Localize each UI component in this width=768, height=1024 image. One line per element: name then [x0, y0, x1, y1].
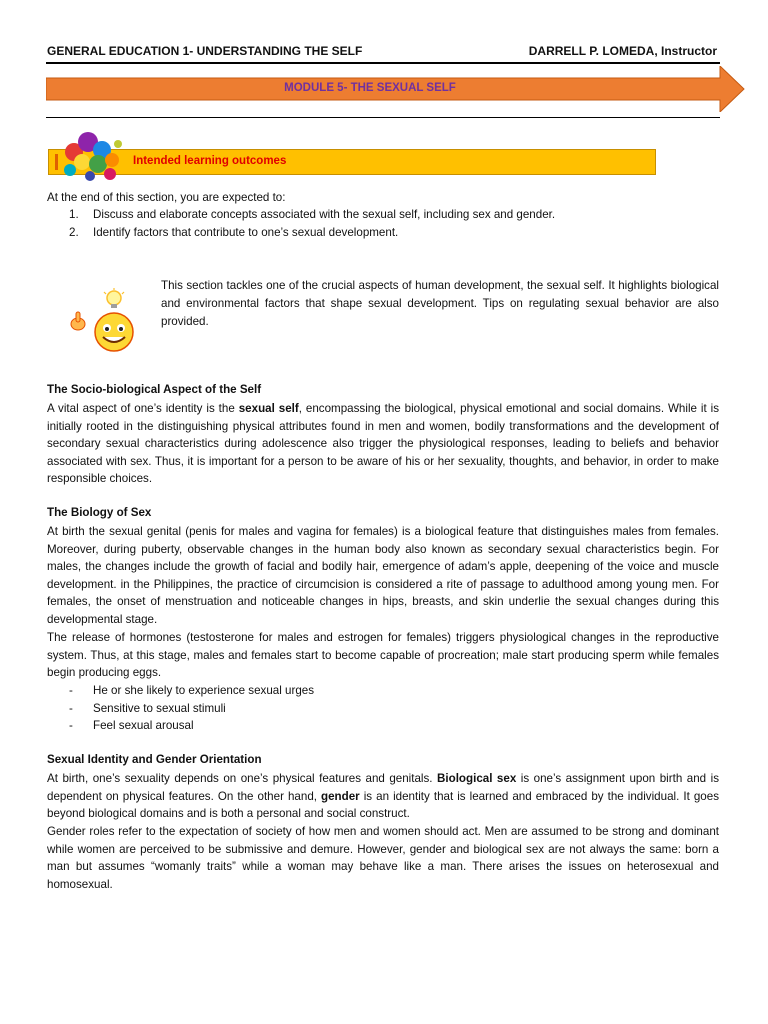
course-title: GENERAL EDUCATION 1- UNDERSTANDING THE SELF: [47, 44, 363, 58]
list-item: 2. Identify factors that contribute to one’s sexual development.: [69, 225, 399, 239]
balloons-icon: [60, 130, 126, 186]
identity-paragraph-1: At birth, one’s sexuality depends on one’s physical features and genitals. Biological sex is one’s assignment upon birth and is dependent on physical features. On the other hand, gender is an identity that is learned and embraced by the individual. It goes beyond biological domains and is both a personal and social construct.: [47, 772, 720, 821]
identity-heading: Sexual Identity and Gender Orientation: [47, 753, 262, 766]
list-item: 1. Discuss and elaborate concepts associated with the sexual self, including sex and gender.: [69, 208, 556, 221]
instructor-name: DARRELL P. LOMEDA, Instructor: [528, 44, 717, 58]
section-intro: This section tackles one of the crucial aspects of human development, the sexual self. It highlights biological and environmental factors that shape sexual development. Tips on regulating sexual behavior are also provided.: [161, 279, 719, 328]
header-divider: [46, 62, 720, 64]
biology-bullets: [47, 682, 717, 735]
identity-paragraph-2: Gender roles refer to the expectation of society of how men and women should act. Men are assumed to be strong and dominant while women are perceived to be submissive and demure. However, gender and biological sex are not always the same: born a man but assumes “womanly traits” while a woman may behave like a man. There arises the issues on heterosexual and homosexual.: [47, 825, 719, 891]
list-item: - He or she likely to experience sexual urges: [69, 684, 315, 697]
socio-heading: The Socio-biological Aspect of the Self: [47, 383, 262, 396]
module-divider: [46, 117, 720, 118]
ilo-intro: At the end of this section, you are expected to:: [47, 191, 286, 204]
biology-heading: The Biology of Sex: [47, 506, 152, 519]
biology-paragraph-1: At birth the sexual genital (penis for males and vagina for females) is a biological feature that distinguishes males from females. Moreover, during puberty, observable changes in the human body also known as secondary sexual characteristics begin. For males, the changes include the growth of facial and bodily hair, emergence of adam’s apple, deepening of the voice and muscle development. in the Philippines, the practice of circumcision is considered a rite of passage to adulthood among young men. For females, the onset of menstruation and noticeable changes in hips, breasts, and skin underlie the sexual changes during this developmental stage.: [47, 525, 719, 626]
biology-paragraph-2: The release of hormones (testosterone for males and estrogen for females) triggers physiological changes in the reproductive system. Thus, at this stage, males and females start to become capable of procreation; male start producing sperm while females begin producing eggs.: [47, 631, 719, 680]
list-item: - Sensitive to sexual stimuli: [69, 701, 226, 715]
module-title: MODULE 5- THE SEXUAL SELF: [284, 82, 456, 94]
smiley-lightbulb-icon: [68, 288, 138, 354]
list-item: - Feel sexual arousal: [69, 719, 194, 733]
outcomes-list: [47, 206, 717, 241]
socio-paragraph: A vital aspect of one’s identity is the sexual self, encompassing the biological, physical emotional and social domains. While it is initially rooted in the distinguishing physical attributes found in men and women, bodily transformations and the development of secondary sexual characteristics during adolescence also trigger the physiological responses, leading to beliefs and behavior associated with sex. Thus, it is important for a person to be aware of his or her sexuality, thoughts, and behavior, in order to make responsible choices.: [47, 402, 720, 486]
ilo-title: Intended learning outcomes: [133, 155, 287, 167]
